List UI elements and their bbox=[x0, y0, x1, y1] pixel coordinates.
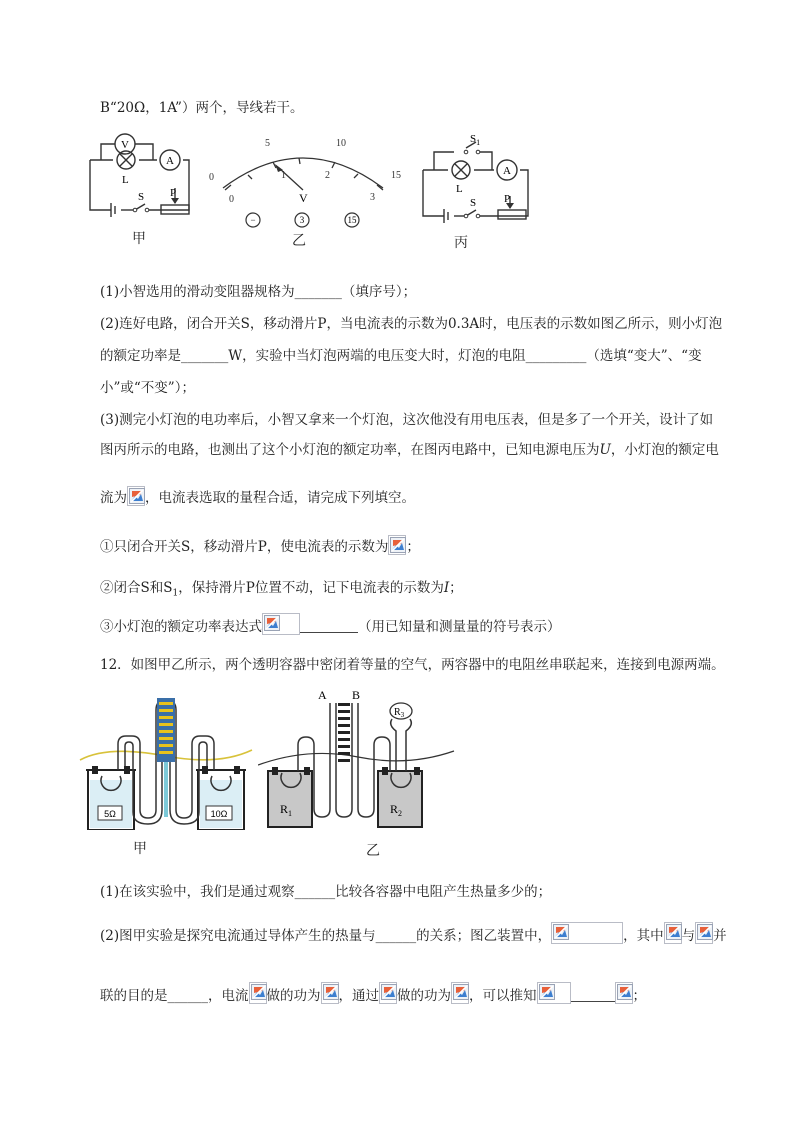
resistor-r2-label: $R_2$ bbox=[390, 802, 403, 818]
top-tick-10: 10 bbox=[336, 138, 346, 149]
dial-unit: V bbox=[299, 191, 308, 205]
slider-label: P bbox=[170, 187, 177, 199]
q11-part1: (1)小智选用的滑动变阻器规格为_______（填序号）； bbox=[100, 284, 417, 300]
resistor-r3-label: $R_3$ bbox=[394, 707, 405, 719]
broken-image-icon bbox=[537, 982, 571, 1004]
slider-label-bing: P bbox=[504, 193, 511, 205]
broken-image-icon bbox=[127, 486, 145, 506]
bottom-tick-0: 0 bbox=[229, 194, 234, 205]
broken-image-icon bbox=[695, 922, 713, 944]
top-tick-15: 15 bbox=[391, 170, 401, 181]
broken-image-icon bbox=[451, 982, 469, 1004]
terminal-3: 3 bbox=[299, 215, 305, 225]
terminal-negative: − bbox=[250, 215, 256, 225]
intro-line: B“20Ω，1A”）两个，导线若干。 bbox=[100, 100, 304, 116]
resistor-10-label: 10Ω bbox=[210, 809, 228, 819]
caption-12-yi: 乙 bbox=[366, 843, 380, 859]
q11-step3: ③小灯泡的额定功率表达式 （用已知量和测量量的符号表示） bbox=[100, 613, 561, 637]
tube-a-label: A bbox=[318, 688, 327, 702]
switch-label-bing: S bbox=[470, 197, 477, 209]
broken-image-icon bbox=[664, 922, 682, 944]
tube-b-label: B bbox=[352, 688, 361, 702]
broken-image-icon bbox=[321, 982, 339, 1004]
q12-part3: 联的目的是______，电流 做的功为 ，通过 做的功为 ，可以推知 ； bbox=[100, 982, 646, 1006]
circuit-bing bbox=[420, 130, 535, 230]
voltmeter-label: V bbox=[121, 139, 129, 151]
heating-apparatus-jia bbox=[78, 690, 254, 830]
broken-image-icon bbox=[388, 535, 406, 555]
q12-title: 12．如图甲乙所示，两个透明容器中密闭着等量的空气，两容器中的电阻丝串联起来，连接到电源两端。 bbox=[100, 657, 725, 673]
broken-image-icon bbox=[379, 982, 397, 1004]
bottom-tick-1: 1 bbox=[281, 170, 286, 181]
bottom-tick-3: 3 bbox=[370, 192, 375, 203]
caption-bing: 丙 bbox=[454, 235, 468, 251]
heating-apparatus-yi bbox=[258, 685, 458, 830]
q11-part2-line3: 小”或“不变”）； bbox=[100, 380, 195, 396]
broken-image-icon bbox=[551, 922, 623, 944]
ammeter-label: A bbox=[166, 155, 174, 167]
top-tick-0: 0 bbox=[209, 172, 214, 183]
broken-image-icon bbox=[615, 982, 633, 1004]
q12-part2: (2)图甲实验是探究电流通过导体产生的热量与______的关系；图乙装置中， ，其中 与 并 bbox=[100, 922, 727, 946]
switch1-label: $S_1$ bbox=[470, 133, 481, 147]
caption-jia: 甲 bbox=[132, 231, 146, 247]
resistor-r1-label: $R_1$ bbox=[280, 802, 293, 818]
lamp-label: L bbox=[122, 174, 129, 186]
bottom-tick-2: 2 bbox=[325, 170, 330, 181]
q11-part3-line2: 图丙所示的电路，也测出了这个小灯泡的额定功率，在图丙电路中，已知电源电压为U，小灯泡的额定电 bbox=[100, 442, 719, 458]
q11-part3-line1: (3)测完小灯泡的电功率后，小智又拿来一个灯泡，这次他没有用电压表，但是多了一个开关，设计了如 bbox=[100, 412, 714, 428]
q11-part2-line1: (2)连好电路，闭合开关S，移动滑片P，当电流表的示数为0.3A时，电压表的示数如图乙所示，则小灯泡 bbox=[100, 316, 723, 332]
ammeter-label-bing: A bbox=[503, 165, 511, 177]
switch-label: S bbox=[138, 191, 145, 203]
caption-yi: 乙 bbox=[292, 233, 306, 249]
q12-part1: (1)在该实验中，我们是通过观察______比较各容器中电阻产生热量多少的； bbox=[100, 884, 552, 900]
terminal-15: 15 bbox=[347, 215, 357, 225]
top-tick-5: 5 bbox=[265, 138, 270, 149]
resistor-5-label: 5Ω bbox=[104, 809, 116, 819]
lamp-label-bing: L bbox=[456, 183, 463, 195]
broken-image-icon bbox=[249, 982, 267, 1004]
q11-step2: ②闭合S和$S_1$，保持滑片P位置不动，记下电流表的示数为I； bbox=[100, 580, 463, 599]
voltmeter-dial bbox=[203, 128, 408, 228]
circuit-jia bbox=[85, 128, 200, 228]
q11-part3-line3: 流为 ，电流表选取的量程合适，请完成下列填空。 bbox=[100, 486, 415, 508]
broken-image-icon bbox=[262, 613, 300, 635]
q11-part2-line2: 的额定功率是_______W，实验中当灯泡两端的电压变大时，灯泡的电阻_________（选填“变大”、“变 bbox=[100, 348, 702, 364]
caption-12-jia: 甲 bbox=[133, 841, 147, 857]
q11-step1: ①只闭合开关S，移动滑片P，使电流表的示数为 ； bbox=[100, 535, 420, 557]
